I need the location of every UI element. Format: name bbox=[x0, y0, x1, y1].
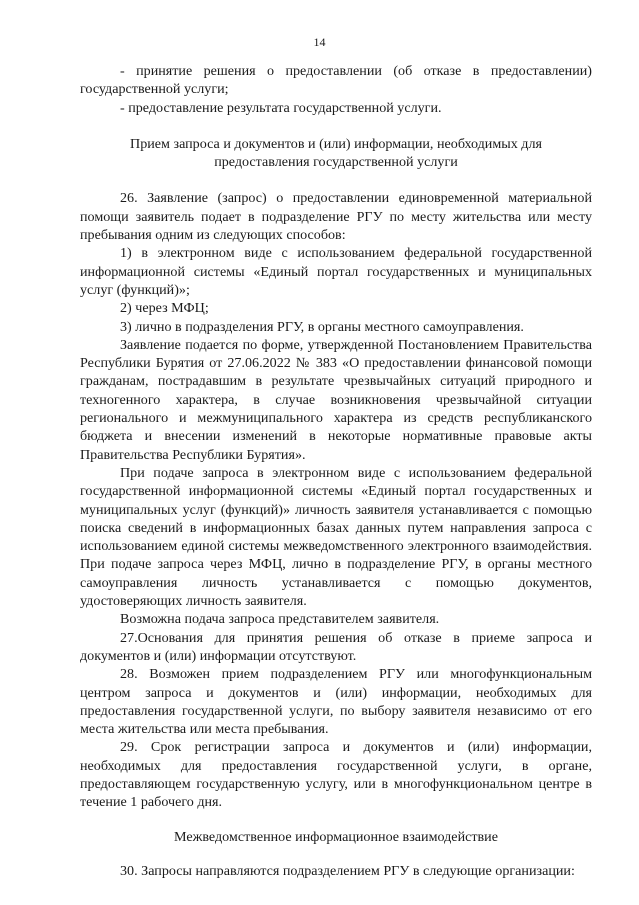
paragraph: 27.Основания для принятия решения об отказе в приеме запроса и документов и (или) информации отсутствуют. bbox=[80, 629, 592, 664]
list-item: 2) через МФЦ; bbox=[120, 300, 209, 317]
section-heading: Межведомственное информационное взаимодействие bbox=[174, 828, 498, 845]
page-number: 14 bbox=[313, 35, 326, 49]
paragraph: Заявление подается по форме, утвержденной Постановлением Правительства Республики Бурятия от 27.06.2022 № 383 «О предоставлении финансовой помощи гражданам, пострадавшим в результате чрезвычайных ситуаций природного и техногенного характера, в случае возникновения чрезвычайной ситуации регионального и межмуниципального характера из средств республиканского бюджета и внесении изменений в некоторые нормативные правовые акты Правительства Республики Бурятия». bbox=[80, 336, 592, 463]
section-heading: Прием запроса и документов и (или) информации, необходимых для предоставления государственной услуги bbox=[130, 135, 542, 171]
paragraph: 26. Заявление (запрос) о предоставлении единовременной материальной помощи заявитель подает в подразделение РГУ по месту жительства или месту пребывания одним из следующих способов: bbox=[80, 190, 592, 244]
list-item: 3) лично в подразделения РГУ, в органы местного самоуправления. bbox=[120, 318, 524, 335]
list-item: - принятие решения о предоставлении (об отказе в предоставлении) государственной услуги; bbox=[80, 63, 592, 98]
paragraph: При подаче запроса в электронном виде с использованием федеральной государственной информационной системы «Единый портал государственных и муниципальных услуг (функций)» личность заявителя устанавливается с помощью поиска сведений в информационных базах данных путем направления запроса с использованием единой системы межведомственного электронного взаимодействия. При подаче запроса через МФЦ, лично в подразделение РГУ, в органы местного самоуправления личность устанавливается с помощью документов, удостоверяющих личность заявителя. bbox=[80, 464, 592, 610]
document-body bbox=[80, 62, 592, 880]
paragraph: 28. Возможен прием подразделением РГУ или многофункциональным центром запроса и документов и (или) информации, необходимых для предоставления государственной услуги, по выбору заявителя независимо от его места жительства или места пребывания. bbox=[80, 666, 592, 738]
list-item: 1) в электронном виде с использованием федеральной государственной информационной системы «Единый портал государственных и муниципальных услуг (функций)»; bbox=[80, 245, 592, 298]
paragraph: 30. Запросы направляются подразделением РГУ в следующие организации: bbox=[120, 862, 575, 879]
paragraph: Возможна подача запроса представителем заявителя. bbox=[120, 611, 440, 628]
list-item: - предоставление результата государственной услуги. bbox=[120, 99, 442, 116]
paragraph: 29. Срок регистрации запроса и документов и (или) информации, необходимых для предоставления государственной услуги, в органе, предоставляющем государственную услугу, или в многофункциональном центре в течение 1 рабочего дня. bbox=[80, 739, 592, 811]
